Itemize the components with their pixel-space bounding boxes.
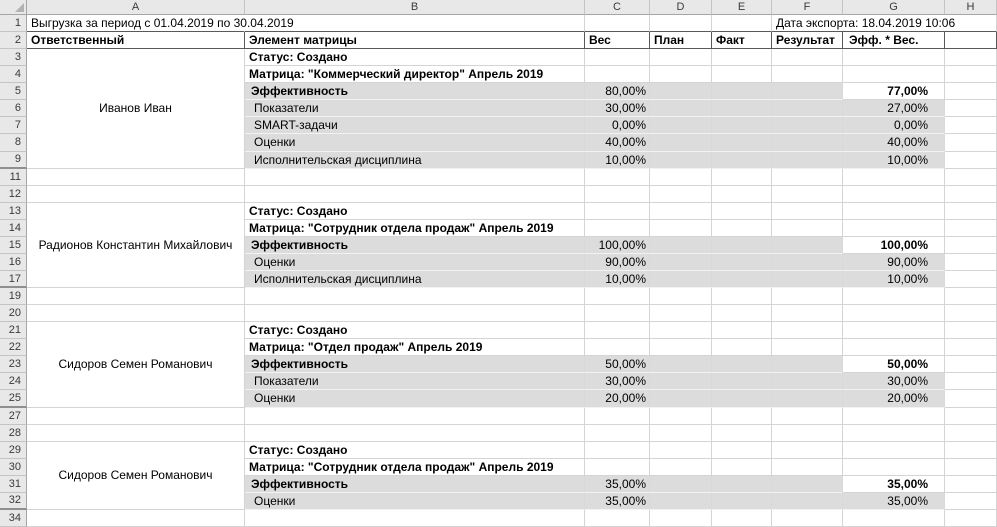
cell-H7[interactable]: [945, 117, 997, 134]
cell-B17[interactable]: Исполнительская дисциплина: [245, 271, 585, 288]
row-header-15[interactable]: 15: [0, 237, 27, 254]
cell-B19[interactable]: [245, 288, 585, 305]
cell-C34[interactable]: [585, 510, 650, 527]
row-header-32[interactable]: 32: [0, 493, 27, 510]
column-header-B[interactable]: B: [245, 0, 585, 15]
cell-E9[interactable]: [712, 152, 772, 169]
cell-B4[interactable]: Матрица: "Коммерческий директор" Апрель 2019: [245, 66, 585, 83]
cell-D34[interactable]: [650, 510, 712, 527]
cell-F32[interactable]: [772, 493, 843, 510]
cell-H24[interactable]: [945, 373, 997, 390]
row-header-6[interactable]: 6: [0, 100, 27, 117]
cell-D16[interactable]: [650, 254, 712, 271]
row-header-4[interactable]: 4: [0, 66, 27, 83]
cell-B16[interactable]: Оценки: [245, 254, 585, 271]
cell-C16[interactable]: 90,00%: [585, 254, 650, 271]
cell-B3[interactable]: Статус: Создано: [245, 49, 585, 66]
cell-G9[interactable]: 10,00%: [843, 152, 945, 169]
cell-F12[interactable]: [772, 186, 843, 203]
cell-A19[interactable]: [27, 288, 245, 305]
column-header-D[interactable]: D: [650, 0, 712, 15]
cell-D12[interactable]: [650, 186, 712, 203]
cell-F5[interactable]: [772, 83, 843, 100]
row-header-21[interactable]: 21: [0, 322, 27, 339]
cell-G32[interactable]: 35,00%: [843, 493, 945, 510]
cell-G8[interactable]: 40,00%: [843, 134, 945, 151]
cell-H14[interactable]: [945, 220, 997, 237]
cell-G5[interactable]: 77,00%: [843, 83, 945, 100]
row-header-7[interactable]: 7: [0, 117, 27, 134]
cell-D2[interactable]: План: [650, 32, 712, 49]
cell-B30[interactable]: Матрица: "Сотрудник отдела продаж" Апрель 2019: [245, 459, 585, 476]
row-header-28[interactable]: 28: [0, 425, 27, 442]
cell-G2[interactable]: Эфф. * Вес.: [843, 32, 945, 49]
row-header-22[interactable]: 22: [0, 339, 27, 356]
row-header-3[interactable]: 3: [0, 49, 27, 66]
cell-D15[interactable]: [650, 237, 712, 254]
cell-D4[interactable]: [650, 66, 712, 83]
cell-F7[interactable]: [772, 117, 843, 134]
cell-F11[interactable]: [772, 169, 843, 186]
cell-E21[interactable]: [712, 322, 772, 339]
row-header-17[interactable]: 17: [0, 271, 27, 288]
cell-F34[interactable]: [772, 510, 843, 527]
cell-F14[interactable]: [772, 220, 843, 237]
cell-B5[interactable]: Эффективность: [245, 83, 585, 100]
cell-A27[interactable]: [27, 408, 245, 425]
cell-H8[interactable]: [945, 134, 997, 151]
cell-C29[interactable]: [585, 442, 650, 459]
cell-F22[interactable]: [772, 339, 843, 356]
cell-C32[interactable]: 35,00%: [585, 493, 650, 510]
row-header-25[interactable]: 25: [0, 390, 27, 407]
cell-A28[interactable]: [27, 425, 245, 442]
cell-C20[interactable]: [585, 305, 650, 322]
cell-G4[interactable]: [843, 66, 945, 83]
cell-C1[interactable]: [585, 15, 650, 32]
cell-B34[interactable]: [245, 510, 585, 527]
row-header-5[interactable]: 5: [0, 83, 27, 100]
cell-D1[interactable]: [650, 15, 712, 32]
cell-A21-responsible-name[interactable]: Сидоров Семен Романович: [27, 322, 245, 407]
row-header-30[interactable]: 30: [0, 459, 27, 476]
cell-D6[interactable]: [650, 100, 712, 117]
cell-H19[interactable]: [945, 288, 997, 305]
cell-H4[interactable]: [945, 66, 997, 83]
cell-B22[interactable]: Матрица: "Отдел продаж" Апрель 2019: [245, 339, 585, 356]
cell-E23[interactable]: [712, 356, 772, 373]
cell-G20[interactable]: [843, 305, 945, 322]
cell-G24[interactable]: 30,00%: [843, 373, 945, 390]
cell-C25[interactable]: 20,00%: [585, 390, 650, 407]
cell-C31[interactable]: 35,00%: [585, 476, 650, 493]
cell-E27[interactable]: [712, 408, 772, 425]
cell-C7[interactable]: 0,00%: [585, 117, 650, 134]
cell-D31[interactable]: [650, 476, 712, 493]
cell-F28[interactable]: [772, 425, 843, 442]
cell-H5[interactable]: [945, 83, 997, 100]
cell-H29[interactable]: [945, 442, 997, 459]
cell-E6[interactable]: [712, 100, 772, 117]
cell-E20[interactable]: [712, 305, 772, 322]
cell-C24[interactable]: 30,00%: [585, 373, 650, 390]
cell-A3-responsible-name[interactable]: Иванов Иван: [27, 49, 245, 168]
cell-E32[interactable]: [712, 493, 772, 510]
cell-F24[interactable]: [772, 373, 843, 390]
cell-H34[interactable]: [945, 510, 997, 527]
row-header-29[interactable]: 29: [0, 442, 27, 459]
cell-C22[interactable]: [585, 339, 650, 356]
cell-E24[interactable]: [712, 373, 772, 390]
cell-C13[interactable]: [585, 203, 650, 220]
cell-D13[interactable]: [650, 203, 712, 220]
cell-B20[interactable]: [245, 305, 585, 322]
cell-B12[interactable]: [245, 186, 585, 203]
cell-G6[interactable]: 27,00%: [843, 100, 945, 117]
cell-A11[interactable]: [27, 169, 245, 186]
select-all-corner[interactable]: [0, 0, 27, 15]
cell-D11[interactable]: [650, 169, 712, 186]
cell-B23[interactable]: Эффективность: [245, 356, 585, 373]
row-header-19[interactable]: 19: [0, 288, 27, 305]
cell-A34[interactable]: [27, 510, 245, 527]
row-header-24[interactable]: 24: [0, 373, 27, 390]
cell-B15[interactable]: Эффективность: [245, 237, 585, 254]
row-header-20[interactable]: 20: [0, 305, 27, 322]
column-header-E[interactable]: E: [712, 0, 772, 15]
row-header-8[interactable]: 8: [0, 134, 27, 151]
cell-G28[interactable]: [843, 425, 945, 442]
cell-G29[interactable]: [843, 442, 945, 459]
cell-F6[interactable]: [772, 100, 843, 117]
row-header-11[interactable]: 11: [0, 169, 27, 186]
cell-H11[interactable]: [945, 169, 997, 186]
cell-D3[interactable]: [650, 49, 712, 66]
cell-G25[interactable]: 20,00%: [843, 390, 945, 407]
cell-E5[interactable]: [712, 83, 772, 100]
cell-B9[interactable]: Исполнительская дисциплина: [245, 152, 585, 169]
cell-B25[interactable]: Оценки: [245, 390, 585, 407]
cell-H9[interactable]: [945, 152, 997, 169]
cell-A1[interactable]: Выгрузка за период с 01.04.2019 по 30.04.2019: [27, 15, 245, 32]
cell-C6[interactable]: 30,00%: [585, 100, 650, 117]
cell-B6[interactable]: Показатели: [245, 100, 585, 117]
row-header-14[interactable]: 14: [0, 220, 27, 237]
cell-F23[interactable]: [772, 356, 843, 373]
cell-D23[interactable]: [650, 356, 712, 373]
cell-D20[interactable]: [650, 305, 712, 322]
cell-B31[interactable]: Эффективность: [245, 476, 585, 493]
cell-H31[interactable]: [945, 476, 997, 493]
cell-E3[interactable]: [712, 49, 772, 66]
cell-C9[interactable]: 10,00%: [585, 152, 650, 169]
cell-F25[interactable]: [772, 390, 843, 407]
cell-B24[interactable]: Показатели: [245, 373, 585, 390]
cell-F30[interactable]: [772, 459, 843, 476]
cell-B13[interactable]: Статус: Создано: [245, 203, 585, 220]
cell-G23[interactable]: 50,00%: [843, 356, 945, 373]
column-header-C[interactable]: C: [585, 0, 650, 15]
row-header-13[interactable]: 13: [0, 203, 27, 220]
cell-F2[interactable]: Результат: [772, 32, 843, 49]
cell-E13[interactable]: [712, 203, 772, 220]
cell-H12[interactable]: [945, 186, 997, 203]
cell-E22[interactable]: [712, 339, 772, 356]
cell-B14[interactable]: Матрица: "Сотрудник отдела продаж" Апрель 2019: [245, 220, 585, 237]
cell-C15[interactable]: 100,00%: [585, 237, 650, 254]
cell-E25[interactable]: [712, 390, 772, 407]
cell-D24[interactable]: [650, 373, 712, 390]
row-header-16[interactable]: 16: [0, 254, 27, 271]
cell-G7[interactable]: 0,00%: [843, 117, 945, 134]
cell-E14[interactable]: [712, 220, 772, 237]
cell-G3[interactable]: [843, 49, 945, 66]
cell-F13[interactable]: [772, 203, 843, 220]
cell-D32[interactable]: [650, 493, 712, 510]
cell-H23[interactable]: [945, 356, 997, 373]
row-header-12[interactable]: 12: [0, 186, 27, 203]
cell-H15[interactable]: [945, 237, 997, 254]
cell-H27[interactable]: [945, 408, 997, 425]
cell-H25[interactable]: [945, 390, 997, 407]
cell-C3[interactable]: [585, 49, 650, 66]
cell-F21[interactable]: [772, 322, 843, 339]
cell-F31[interactable]: [772, 476, 843, 493]
cell-E12[interactable]: [712, 186, 772, 203]
cell-C17[interactable]: 10,00%: [585, 271, 650, 288]
cell-G22[interactable]: [843, 339, 945, 356]
cell-D27[interactable]: [650, 408, 712, 425]
cell-F15[interactable]: [772, 237, 843, 254]
cell-F27[interactable]: [772, 408, 843, 425]
cell-E19[interactable]: [712, 288, 772, 305]
cell-G31[interactable]: 35,00%: [843, 476, 945, 493]
cell-E4[interactable]: [712, 66, 772, 83]
cell-D28[interactable]: [650, 425, 712, 442]
cell-C23[interactable]: 50,00%: [585, 356, 650, 373]
cell-H17[interactable]: [945, 271, 997, 288]
cell-C8[interactable]: 40,00%: [585, 134, 650, 151]
cell-G13[interactable]: [843, 203, 945, 220]
cell-D19[interactable]: [650, 288, 712, 305]
cell-E2[interactable]: Факт: [712, 32, 772, 49]
cell-C30[interactable]: [585, 459, 650, 476]
row-header-31[interactable]: 31: [0, 476, 27, 493]
cell-F19[interactable]: [772, 288, 843, 305]
cell-F9[interactable]: [772, 152, 843, 169]
cell-B11[interactable]: [245, 169, 585, 186]
cell-D9[interactable]: [650, 152, 712, 169]
cell-D17[interactable]: [650, 271, 712, 288]
cell-E30[interactable]: [712, 459, 772, 476]
cell-C12[interactable]: [585, 186, 650, 203]
cell-F4[interactable]: [772, 66, 843, 83]
cell-A13-responsible-name[interactable]: Радионов Константин Михайлович: [27, 203, 245, 288]
cell-B27[interactable]: [245, 408, 585, 425]
cell-C27[interactable]: [585, 408, 650, 425]
cell-D25[interactable]: [650, 390, 712, 407]
cell-A20[interactable]: [27, 305, 245, 322]
cell-H20[interactable]: [945, 305, 997, 322]
cell-C19[interactable]: [585, 288, 650, 305]
cell-D22[interactable]: [650, 339, 712, 356]
cell-C4[interactable]: [585, 66, 650, 83]
cell-C28[interactable]: [585, 425, 650, 442]
cell-B8[interactable]: Оценки: [245, 134, 585, 151]
row-header-27[interactable]: 27: [0, 408, 27, 425]
cell-E17[interactable]: [712, 271, 772, 288]
cell-A12[interactable]: [27, 186, 245, 203]
cell-H2[interactable]: [945, 32, 997, 49]
cell-B7[interactable]: SMART-задачи: [245, 117, 585, 134]
cell-H6[interactable]: [945, 100, 997, 117]
cell-E28[interactable]: [712, 425, 772, 442]
cell-G14[interactable]: [843, 220, 945, 237]
cell-G15[interactable]: 100,00%: [843, 237, 945, 254]
row-header-34[interactable]: 34: [0, 510, 27, 527]
cell-D5[interactable]: [650, 83, 712, 100]
cell-D14[interactable]: [650, 220, 712, 237]
column-header-G[interactable]: G: [843, 0, 945, 15]
cell-E31[interactable]: [712, 476, 772, 493]
cell-F17[interactable]: [772, 271, 843, 288]
cell-D8[interactable]: [650, 134, 712, 151]
cell-H21[interactable]: [945, 322, 997, 339]
cell-C21[interactable]: [585, 322, 650, 339]
cell-G21[interactable]: [843, 322, 945, 339]
cell-H13[interactable]: [945, 203, 997, 220]
column-header-H[interactable]: H: [945, 0, 997, 15]
cell-G11[interactable]: [843, 169, 945, 186]
cell-G16[interactable]: 90,00%: [843, 254, 945, 271]
cell-E29[interactable]: [712, 442, 772, 459]
column-header-A[interactable]: A: [27, 0, 245, 15]
cell-E11[interactable]: [712, 169, 772, 186]
cell-B1[interactable]: [245, 15, 585, 32]
cell-F20[interactable]: [772, 305, 843, 322]
cell-B2[interactable]: Элемент матрицы: [245, 32, 585, 49]
cell-G12[interactable]: [843, 186, 945, 203]
cell-B29[interactable]: Статус: Создано: [245, 442, 585, 459]
cell-C5[interactable]: 80,00%: [585, 83, 650, 100]
cell-H16[interactable]: [945, 254, 997, 271]
cell-C11[interactable]: [585, 169, 650, 186]
cell-G17[interactable]: 10,00%: [843, 271, 945, 288]
row-header-1[interactable]: 1: [0, 15, 27, 32]
cell-E15[interactable]: [712, 237, 772, 254]
cell-G30[interactable]: [843, 459, 945, 476]
cell-G19[interactable]: [843, 288, 945, 305]
cell-D7[interactable]: [650, 117, 712, 134]
cell-E16[interactable]: [712, 254, 772, 271]
cell-F3[interactable]: [772, 49, 843, 66]
cell-E1[interactable]: [712, 15, 772, 32]
cell-D30[interactable]: [650, 459, 712, 476]
cell-F29[interactable]: [772, 442, 843, 459]
select-all-triangle-icon: [15, 3, 24, 12]
cell-E34[interactable]: [712, 510, 772, 527]
cell-A29-responsible-name[interactable]: Сидоров Семен Романович: [27, 442, 245, 510]
cell-H28[interactable]: [945, 425, 997, 442]
cell-H22[interactable]: [945, 339, 997, 356]
cell-F1-export-date[interactable]: Дата экспорта: 18.04.2019 10:06: [772, 15, 997, 32]
column-header-F[interactable]: F: [772, 0, 843, 15]
cell-G34[interactable]: [843, 510, 945, 527]
cell-A2[interactable]: Ответственный: [27, 32, 245, 49]
cell-D29[interactable]: [650, 442, 712, 459]
cell-G27[interactable]: [843, 408, 945, 425]
cell-H32[interactable]: [945, 493, 997, 510]
cell-B32[interactable]: Оценки: [245, 493, 585, 510]
cell-E7[interactable]: [712, 117, 772, 134]
cell-F8[interactable]: [772, 134, 843, 151]
cell-H3[interactable]: [945, 49, 997, 66]
cell-B21[interactable]: Статус: Создано: [245, 322, 585, 339]
cell-H30[interactable]: [945, 459, 997, 476]
cell-C14[interactable]: [585, 220, 650, 237]
cell-B28[interactable]: [245, 425, 585, 442]
row-header-9[interactable]: 9: [0, 152, 27, 169]
cell-E8[interactable]: [712, 134, 772, 151]
row-header-2[interactable]: 2: [0, 32, 27, 49]
cell-D21[interactable]: [650, 322, 712, 339]
cell-F16[interactable]: [772, 254, 843, 271]
row-header-23[interactable]: 23: [0, 356, 27, 373]
cell-C2[interactable]: Вес: [585, 32, 650, 49]
